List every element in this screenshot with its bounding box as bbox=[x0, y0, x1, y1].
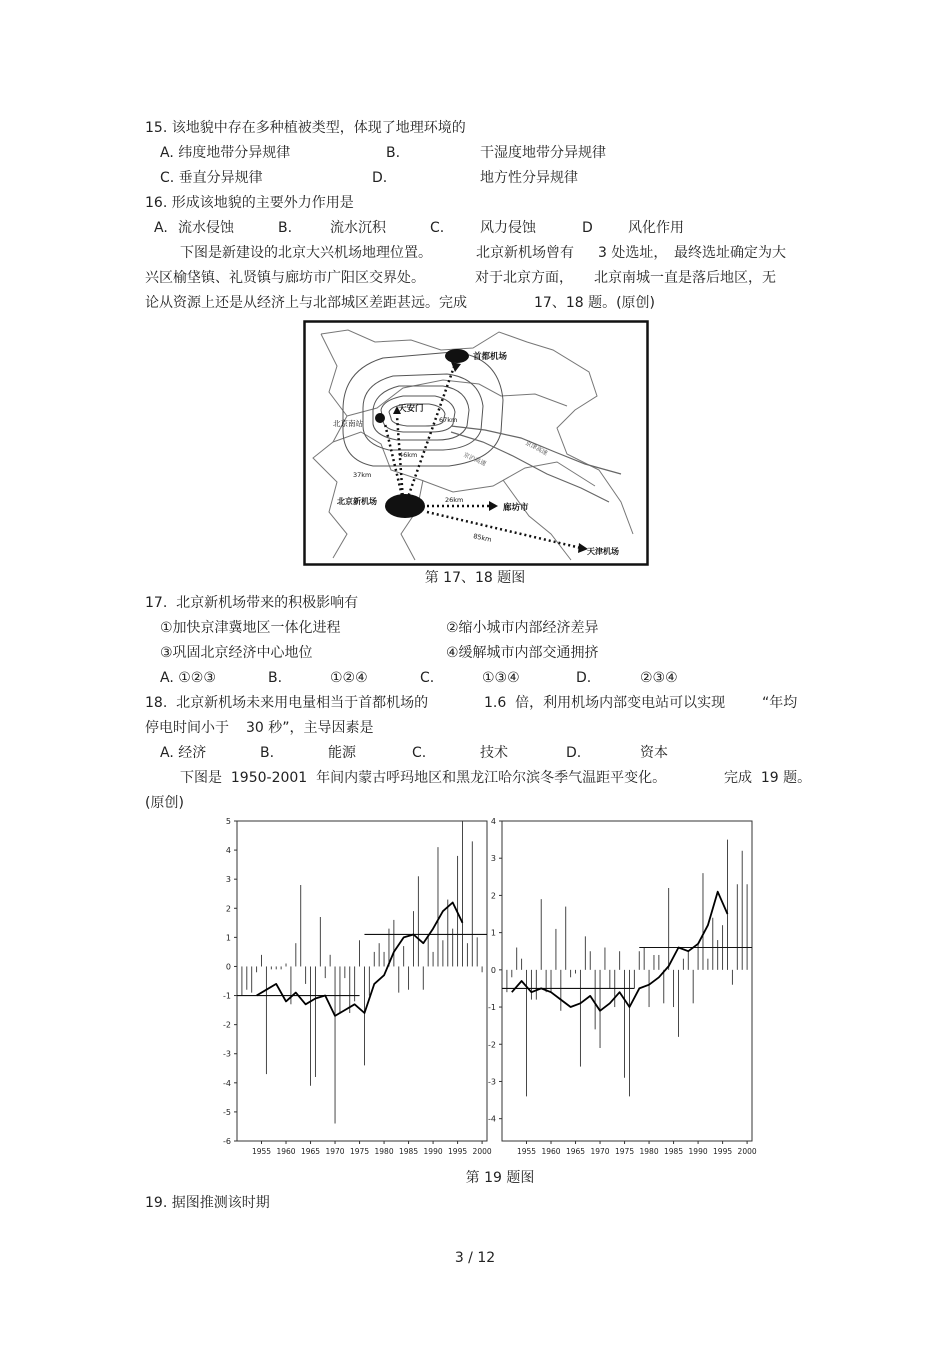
intro1-line1-a: 下图是新建设的北京大兴机场地理位置。 bbox=[180, 245, 432, 261]
figure1-caption: 第 17、18 题图 bbox=[424, 570, 526, 586]
right-y-tick-label: 0 bbox=[490, 965, 496, 975]
left-y-tick-label: 3 bbox=[225, 875, 231, 885]
q17-statement-2: ②缩小城市内部经济差异 bbox=[446, 620, 599, 636]
right-x-tick-label: 1955 bbox=[516, 1147, 537, 1156]
q17-option-a: A. ①②③ bbox=[160, 670, 216, 686]
left-y-tick-label: 2 bbox=[225, 904, 231, 914]
page-number: 3 / 12 bbox=[454, 1250, 496, 1266]
q18-line1-a: 18. 北京新机场未来用电量相当于首都机场的 bbox=[145, 695, 429, 711]
map-label-capital-airport: 首都机场 bbox=[473, 352, 508, 362]
right-x-tick-label: 1970 bbox=[590, 1147, 610, 1156]
q16-stem: 16. 形成该地貌的主要外力作用是 bbox=[145, 195, 354, 211]
q17-option-d-letter: D. bbox=[576, 670, 592, 686]
right-x-tick-label: 1990 bbox=[688, 1147, 708, 1156]
q18-line1-b: 1.6 倍，利用机场内部变电站可以实现 bbox=[484, 695, 726, 711]
left-x-tick-label: 1965 bbox=[300, 1147, 321, 1156]
q18-option-b: 能源 bbox=[328, 745, 356, 761]
south-station-marker bbox=[375, 413, 385, 423]
right-y-tick-label: -3 bbox=[488, 1077, 496, 1087]
right-x-tick-label: 1985 bbox=[664, 1147, 684, 1156]
q18-line2-a: 停电时间小于 bbox=[145, 720, 229, 736]
q18-option-c-letter: C. bbox=[412, 745, 427, 761]
right-x-tick-label: 2000 bbox=[737, 1147, 757, 1156]
left-x-tick-label: 2000 bbox=[472, 1147, 492, 1156]
right-x-tick-label: 1965 bbox=[565, 1147, 586, 1156]
q16-option-b: 流水沉积 bbox=[330, 220, 386, 236]
left-x-tick-label: 1970 bbox=[325, 1147, 345, 1156]
q16-option-a-letter: A. bbox=[154, 220, 168, 236]
q15-option-d-letter: D. bbox=[372, 170, 388, 186]
capital-airport-marker bbox=[445, 349, 469, 363]
left-y-tick-label: -6 bbox=[223, 1137, 231, 1146]
right-y-tick-label: -2 bbox=[488, 1040, 496, 1050]
left-y-tick-label: -2 bbox=[223, 1020, 231, 1030]
left-x-tick-label: 1955 bbox=[251, 1147, 272, 1156]
intro1-line2-c: 北京南城一直是落后地区，无 bbox=[594, 270, 776, 286]
left-x-tick-label: 1990 bbox=[423, 1147, 443, 1156]
q15-option-c: C. 垂直分异规律 bbox=[160, 170, 263, 186]
left-x-tick-label: 1980 bbox=[374, 1147, 394, 1156]
map-label-tianjin-airport: 天津机场 bbox=[587, 547, 619, 556]
intro2-line2: (原创) bbox=[145, 795, 184, 811]
q18-option-c: 技术 bbox=[480, 745, 508, 761]
intro1-line1-b: 北京新机场曾有 bbox=[476, 245, 574, 261]
left-y-tick-label: 0 bbox=[225, 962, 231, 972]
left-x-tick-label: 1960 bbox=[276, 1147, 296, 1156]
intro1-line2-b: 对于北京方面， bbox=[475, 270, 573, 286]
q15-stem: 15. 该地貌中存在多种植被类型，体现了地理环境的 bbox=[145, 120, 466, 136]
left-y-tick-label: 1 bbox=[225, 933, 231, 943]
q16-option-a: 流水侵蚀 bbox=[178, 220, 234, 236]
intro1-line3-a: 论从资源上还是从经济上与北部城区差距甚远。完成 bbox=[145, 295, 467, 311]
figure2-caption: 第 19 题图 bbox=[465, 1170, 535, 1186]
temperature-anomaly-chart-left bbox=[215, 815, 495, 1160]
left-y-tick-label: -1 bbox=[223, 991, 231, 1001]
map-label-south-station: 北京南站 bbox=[333, 419, 363, 428]
q18-option-b-letter: B. bbox=[260, 745, 275, 761]
q15-option-d: 地方性分异规律 bbox=[480, 170, 578, 186]
q15-option-b-letter: B. bbox=[386, 145, 401, 161]
map-label-tiananmen: 天安门 bbox=[398, 404, 424, 414]
map-label-langfang: 廊坊市 bbox=[503, 503, 529, 513]
q17-statement-1: ①加快京津冀地区一体化进程 bbox=[160, 620, 341, 636]
q17-statement-4: ④缓解城市内部交通拥挤 bbox=[446, 645, 599, 661]
q19-stem: 19. 据图推测该时期 bbox=[145, 1195, 270, 1211]
right-x-tick-label: 1995 bbox=[713, 1147, 733, 1156]
left-y-tick-label: 4 bbox=[225, 846, 231, 856]
q18-option-d: 资本 bbox=[640, 745, 668, 761]
map-label-26km: 26km bbox=[445, 496, 464, 504]
right-x-tick-label: 1980 bbox=[639, 1147, 659, 1156]
q18-line2-b: 30 秒”，主导因素是 bbox=[246, 720, 374, 736]
q15-option-b: 干湿度地带分异规律 bbox=[480, 145, 606, 161]
airport-map bbox=[303, 320, 649, 566]
right-y-tick-label: 3 bbox=[490, 854, 496, 864]
q18-option-d-letter: D. bbox=[566, 745, 582, 761]
q18-option-a: A. 经济 bbox=[160, 745, 207, 761]
intro1-line1-c: 3 处选址， bbox=[598, 245, 668, 261]
map-label-85km: 85km bbox=[472, 532, 493, 544]
left-x-tick-label: 1985 bbox=[399, 1147, 419, 1156]
new-airport-marker bbox=[385, 494, 425, 518]
right-y-tick-label: -1 bbox=[488, 1003, 496, 1013]
intro1-line3-b: 17、18 题。(原创) bbox=[534, 295, 656, 311]
map-label-46km: 46km bbox=[399, 451, 418, 459]
map-label-67km: 67km bbox=[439, 416, 458, 424]
right-x-tick-label: 1960 bbox=[541, 1147, 561, 1156]
right-y-tick-label: -4 bbox=[488, 1114, 496, 1124]
map-label-jinghu: 京沪高速 bbox=[462, 451, 487, 468]
intro1-line1-d: 最终选址确定为大 bbox=[674, 245, 786, 261]
intro2-line1-a: 下图是 1950-2001 年间内蒙古呼玛地区和黑龙江哈尔滨冬季气温距平变化。 bbox=[180, 770, 667, 786]
q15-option-a: A. 纬度地带分异规律 bbox=[160, 145, 291, 161]
left-x-tick-label: 1975 bbox=[350, 1147, 370, 1156]
temperature-anomaly-chart-right bbox=[480, 815, 760, 1160]
q17-option-b: ①②④ bbox=[330, 670, 368, 686]
q17-option-d: ②③④ bbox=[640, 670, 678, 686]
intro2-line1-b: 完成 19 题。 bbox=[724, 770, 812, 786]
q17-option-b-letter: B. bbox=[268, 670, 283, 686]
map-label-new-airport: 北京新机场 bbox=[337, 497, 377, 506]
q16-option-d: 风化作用 bbox=[628, 220, 684, 236]
right-y-tick-label: 1 bbox=[490, 928, 496, 938]
right-y-tick-label: 2 bbox=[490, 891, 496, 901]
q16-option-c: 风力侵蚀 bbox=[480, 220, 536, 236]
q18-line1-c: “年均 bbox=[762, 695, 798, 711]
q17-option-c: ①③④ bbox=[482, 670, 520, 686]
q16-option-d-letter: D bbox=[582, 220, 593, 236]
q17-stem: 17. 北京新机场带来的积极影响有 bbox=[145, 595, 359, 611]
right-y-tick-label: 4 bbox=[490, 817, 496, 826]
intro1-line2-a: 兴区榆垡镇、礼贤镇与廊坊市广阳区交界处。 bbox=[145, 270, 425, 286]
left-y-tick-label: -4 bbox=[223, 1078, 231, 1088]
left-y-tick-label: 5 bbox=[225, 817, 231, 826]
map-label-jingjin: 京津高速 bbox=[524, 439, 549, 458]
q16-option-b-letter: B. bbox=[278, 220, 293, 236]
right-plot-frame bbox=[502, 821, 752, 1141]
left-x-tick-label: 1995 bbox=[448, 1147, 468, 1156]
map-label-37km: 37km bbox=[353, 471, 372, 479]
left-y-tick-label: -5 bbox=[223, 1107, 231, 1117]
right-x-tick-label: 1975 bbox=[615, 1147, 635, 1156]
q16-option-c-letter: C. bbox=[430, 220, 445, 236]
left-y-tick-label: -3 bbox=[223, 1049, 231, 1059]
left-plot-frame bbox=[237, 821, 487, 1141]
q17-option-c-letter: C. bbox=[420, 670, 435, 686]
q17-statement-3: ③巩固北京经济中心地位 bbox=[160, 645, 313, 661]
